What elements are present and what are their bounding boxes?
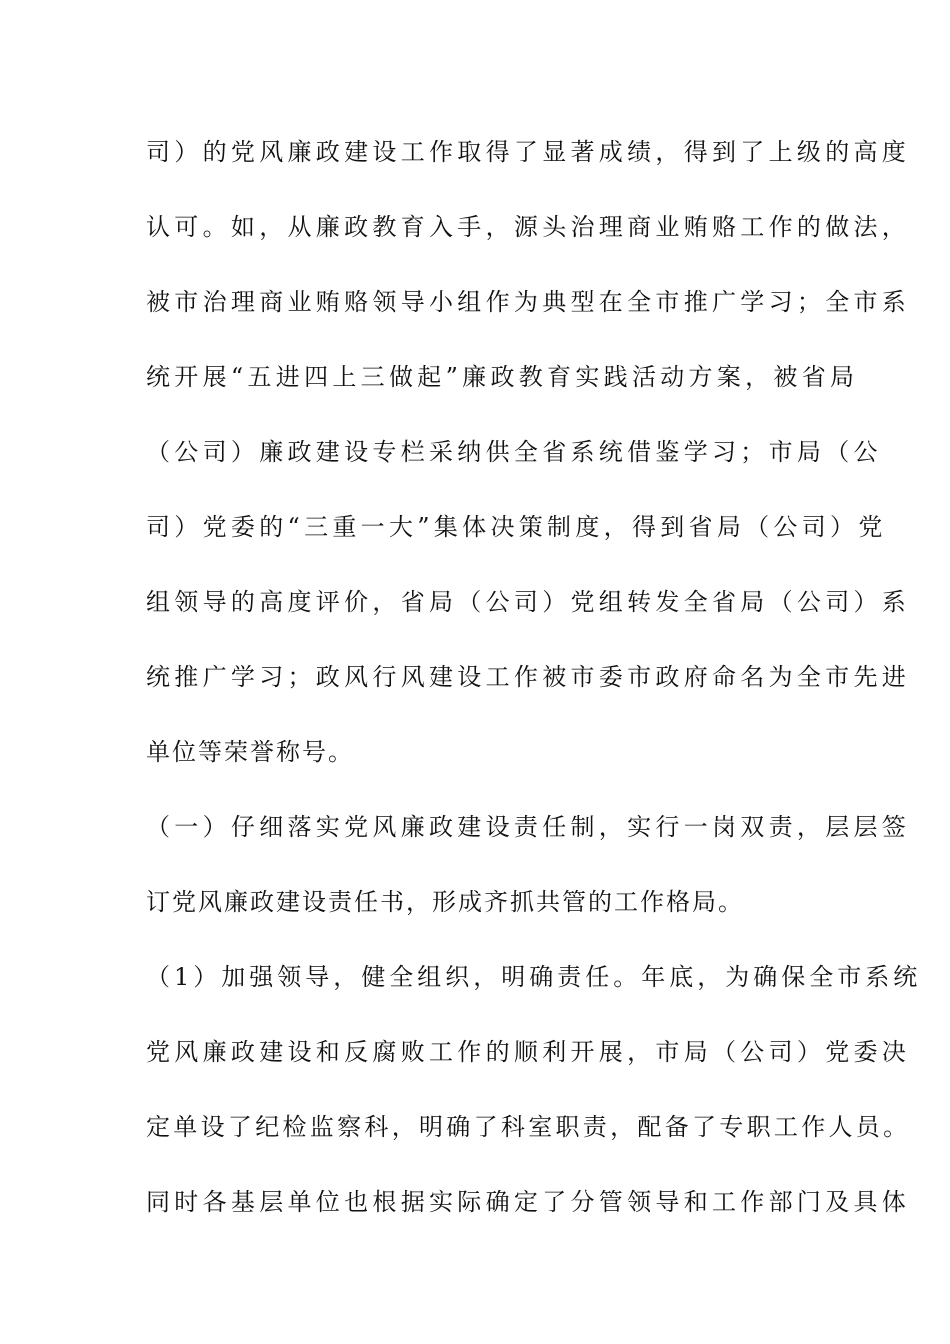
text-line: 统开展“五进四上三做起”廉政教育实践活动方案，被省局 bbox=[146, 363, 859, 391]
section-heading-line: （一）仔细落实党风廉政建设责任制，实行一岗双责，层层签 bbox=[146, 813, 911, 841]
text-line: 单位等荣誉称号。 bbox=[146, 738, 354, 766]
text-line: 组领导的高度评价，省局（公司）党组转发全省局（公司）系 bbox=[146, 588, 911, 616]
section-heading-line: 订党风廉政建设责任书，形成齐抓共管的工作格局。 bbox=[146, 888, 744, 916]
text-line: 统推广学习；政风行风建设工作被市委市政府命名为全市先进 bbox=[146, 663, 911, 691]
subsection-line: （1）加强领导，健全组织，明确责任。年底，为确保全市系统 bbox=[146, 963, 922, 991]
text-line: 认可。如，从廉政教育入手，源头治理商业贿赂工作的做法， bbox=[146, 213, 911, 241]
text-line: 司）的党风廉政建设工作取得了显著成绩，得到了上级的高度 bbox=[146, 138, 911, 166]
text-line: 同时各基层单位也根据实际确定了分管领导和工作部门及具体 bbox=[146, 1188, 911, 1216]
text-line: （公司）廉政建设专栏采纳供全省系统借鉴学习；市局（公 bbox=[146, 438, 882, 466]
text-line: 司）党委的“三重一大”集体决策制度，得到省局（公司）党 bbox=[146, 513, 887, 541]
text-line: 定单设了纪检监察科，明确了科室职责，配备了专职工作人员。 bbox=[146, 1113, 911, 1141]
text-line: 党风廉政建设和反腐败工作的顺利开展，市局（公司）党委决 bbox=[146, 1038, 911, 1066]
text-line: 被市治理商业贿赂领导小组作为典型在全市推广学习；全市系 bbox=[146, 288, 911, 316]
